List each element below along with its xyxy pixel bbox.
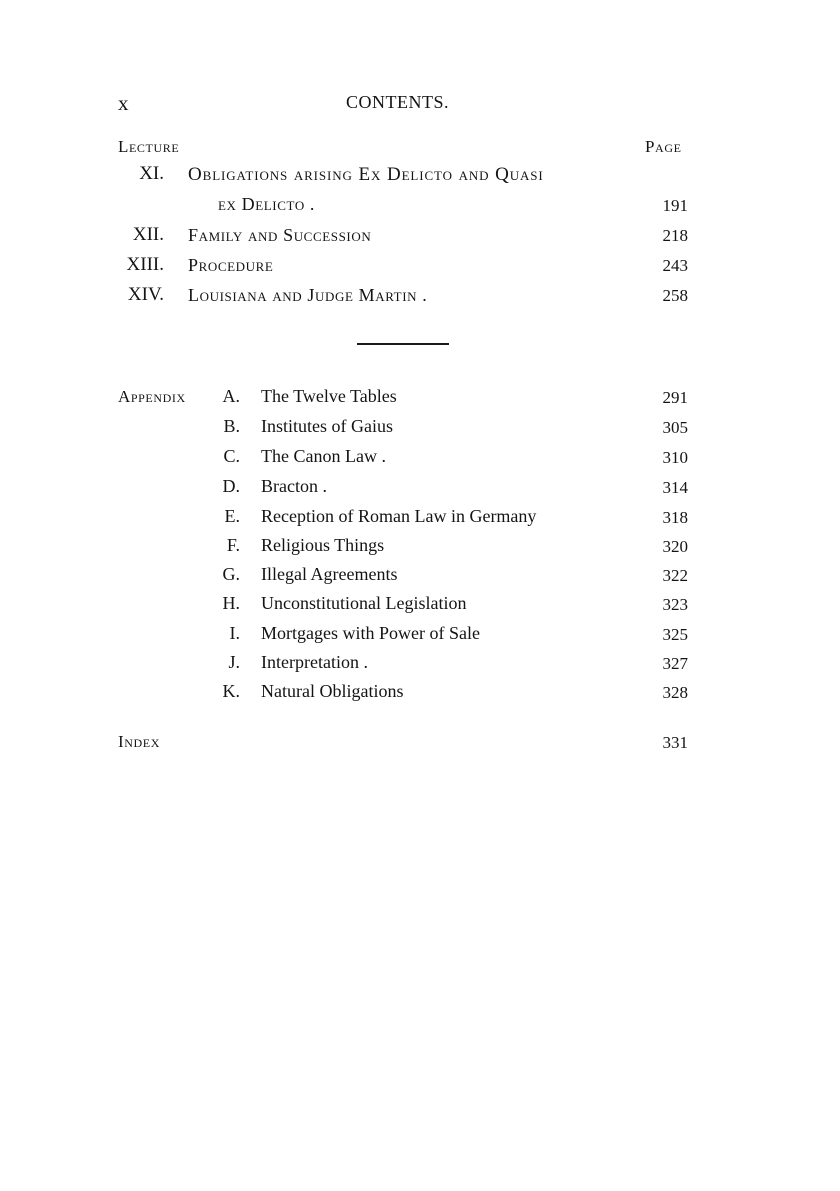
lecture-column-header: Lecture xyxy=(118,137,180,156)
appendix-page: 328 xyxy=(662,683,688,702)
lecture-page: 243 xyxy=(662,256,688,275)
running-title: CONTENTS. xyxy=(346,92,449,112)
appendix-title: Reception of Roman Law in Germany xyxy=(261,506,537,526)
lecture-title: Family and Succession xyxy=(188,225,372,245)
index-page: 331 xyxy=(662,733,688,752)
index-label: Index xyxy=(118,732,160,751)
lecture-title-continued: ex Delicto . xyxy=(218,194,316,214)
appendix-page: 314 xyxy=(662,478,688,497)
appendix-letter: I. xyxy=(229,623,240,643)
appendix-page: 291 xyxy=(662,388,688,407)
appendix-letter: C. xyxy=(223,446,240,466)
appendix-title: Bracton . xyxy=(261,476,327,496)
page-column-header: Page xyxy=(645,137,682,156)
appendix-title: Mortgages with Power of Sale xyxy=(261,623,480,643)
appendix-letter: A. xyxy=(222,386,240,406)
appendix-page: 322 xyxy=(662,566,688,585)
appendix-letter: F. xyxy=(226,535,240,555)
lecture-numeral: XI. xyxy=(139,163,164,184)
lecture-numeral: XII. xyxy=(132,224,164,245)
appendix-page: 320 xyxy=(662,537,688,556)
appendix-title: Interpretation . xyxy=(261,652,368,672)
appendix-page: 325 xyxy=(662,625,688,644)
lecture-page: 258 xyxy=(662,286,688,305)
page-numeral: x xyxy=(118,91,129,115)
appendix-title: The Twelve Tables xyxy=(261,386,397,406)
appendix-page: 310 xyxy=(662,448,688,467)
appendix-page: 305 xyxy=(662,418,688,437)
appendix-letter: K. xyxy=(222,681,240,701)
appendix-title: Illegal Agreements xyxy=(261,564,398,584)
lecture-numeral: XIII. xyxy=(126,254,164,275)
appendix-page: 327 xyxy=(662,654,688,673)
appendix-title: Unconstitutional Legislation xyxy=(261,593,467,613)
appendix-letter: H. xyxy=(222,593,240,613)
appendix-title: The Canon Law . xyxy=(261,446,386,466)
appendix-title: Natural Obligations xyxy=(261,681,404,701)
appendix-letter: G. xyxy=(222,564,240,584)
appendix-page: 323 xyxy=(662,595,688,614)
lecture-title: Louisiana and Judge Martin . xyxy=(188,285,428,305)
lecture-numeral: XIV. xyxy=(127,284,164,305)
lecture-page: 218 xyxy=(662,226,688,245)
appendix-title: Religious Things xyxy=(261,535,385,555)
lecture-title: Procedure xyxy=(188,255,274,275)
appendix-letter: D. xyxy=(222,476,240,496)
appendix-letter: E. xyxy=(224,506,240,526)
appendix-title: Institutes of Gaius xyxy=(261,416,393,436)
appendix-page: 318 xyxy=(662,508,688,527)
appendix-letter: B. xyxy=(223,416,240,436)
appendix-label: Appendix xyxy=(118,387,186,406)
appendix-letter: J. xyxy=(228,652,240,672)
section-divider xyxy=(357,343,449,345)
lecture-page: 191 xyxy=(662,196,688,215)
lecture-title: Obligations arising Ex Delicto and Quasi xyxy=(188,164,544,185)
